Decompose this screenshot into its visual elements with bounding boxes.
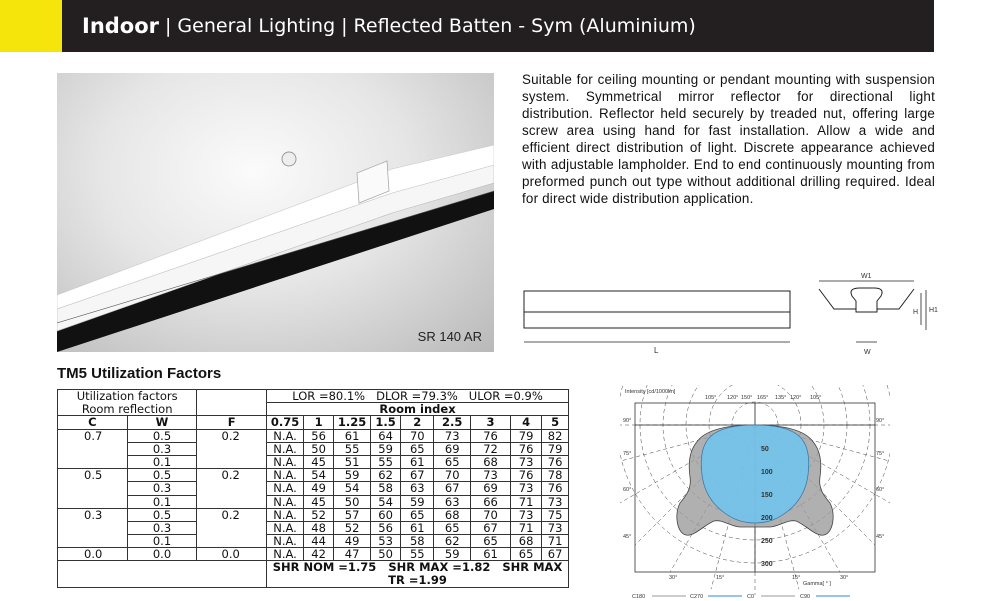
table-row	[58, 535, 569, 548]
side-view-drawing	[524, 291, 790, 355]
reflection-cell-w: 0.3	[127, 521, 197, 534]
polar-legend	[632, 594, 850, 600]
table-row	[58, 495, 569, 508]
right-angle-label: 75°	[876, 451, 885, 457]
dlor-value: DLOR =79.3%	[376, 389, 458, 404]
left-angle-label: 45°	[623, 534, 632, 540]
uf-value-cell: 52	[304, 508, 334, 521]
uf-value-cell: N.A.	[267, 535, 304, 548]
uf-value-cell: 53	[371, 535, 401, 548]
reflection-cell-c: 0.7	[58, 429, 128, 442]
top-angle-label: 105°	[810, 395, 822, 401]
uf-value-cell: 64	[371, 429, 401, 442]
col-header-c: C	[58, 416, 128, 429]
uf-value-cell: 55	[371, 455, 401, 468]
uf-value-cell: 76	[511, 469, 542, 482]
table-row	[58, 403, 569, 416]
top-angle-label: 135°	[775, 395, 787, 401]
uf-value-cell: 73	[542, 495, 569, 508]
room-index-header: 2.5	[434, 416, 471, 429]
radial-value-label: 300	[761, 561, 773, 568]
uf-value-cell: 56	[371, 521, 401, 534]
uf-value-cell: 67	[434, 482, 471, 495]
left-angle-label: 60°	[623, 487, 632, 493]
table-row	[58, 455, 569, 468]
shr-nom: SHR NOM =1.75	[272, 560, 377, 575]
table-row	[58, 482, 569, 495]
uf-value-cell: 62	[434, 535, 471, 548]
reflection-cell-c	[58, 495, 128, 508]
shr-cell	[267, 561, 569, 588]
uf-value-cell: N.A.	[267, 482, 304, 495]
batten-fitting-illustration	[57, 73, 494, 352]
reflection-cell-f: 0.2	[197, 508, 267, 521]
right-angle-label: 45°	[876, 534, 885, 540]
room-index-header: 5	[542, 416, 569, 429]
end-view-drawing	[819, 281, 926, 342]
reflection-cell-f	[197, 495, 267, 508]
uf-value-cell: 71	[511, 521, 542, 534]
room-index-header: 3	[471, 416, 511, 429]
uf-value-cell: 76	[511, 442, 542, 455]
table-title: TM5 Utilization Factors	[57, 365, 222, 382]
table-row	[58, 508, 569, 521]
bottom-angle-label: 30°	[840, 575, 849, 581]
reflection-cell-c	[58, 521, 128, 534]
uf-value-cell: 65	[401, 508, 434, 521]
uf-value-cell: 57	[334, 508, 371, 521]
uf-value-cell: 51	[334, 455, 371, 468]
uf-value-cell: 70	[434, 469, 471, 482]
uf-value-cell: 65	[434, 455, 471, 468]
uf-value-cell: 50	[371, 548, 401, 561]
uf-value-cell: 67	[542, 548, 569, 561]
reflection-cell-f	[197, 442, 267, 455]
intensity-axis-label: Intensity [cd/1000lm]	[625, 389, 676, 395]
room-index-header: 2	[401, 416, 434, 429]
right-angle-label: 60°	[876, 487, 885, 493]
bottom-angle-label: 30°	[669, 575, 678, 581]
uf-value-cell: 75	[542, 508, 569, 521]
reflection-cell-w: 0.1	[127, 535, 197, 548]
header-category: Indoor	[82, 14, 160, 38]
col-header-f: F	[197, 416, 267, 429]
uf-value-cell: 78	[542, 469, 569, 482]
uf-value-cell: 59	[334, 469, 371, 482]
reflection-cell-w: 0.3	[127, 482, 197, 495]
table-row	[58, 469, 569, 482]
uf-value-cell: 68	[511, 535, 542, 548]
uf-value-cell: 48	[304, 521, 334, 534]
uf-value-cell: N.A.	[267, 508, 304, 521]
reflection-cell-f	[197, 535, 267, 548]
uf-value-cell: 63	[401, 482, 434, 495]
shr-max: SHR MAX =1.82	[388, 560, 491, 575]
reflection-cell-f	[197, 482, 267, 495]
top-angle-label: 165°	[757, 395, 769, 401]
header-separator: |	[341, 15, 348, 37]
reflection-cell-w: 0.3	[127, 442, 197, 455]
room-index-header: 1	[304, 416, 334, 429]
reflection-cell-c	[58, 535, 128, 548]
uf-value-cell: 45	[304, 495, 334, 508]
room-index-header: 4	[511, 416, 542, 429]
uf-value-cell: 73	[511, 508, 542, 521]
legend-c0: C0	[747, 594, 755, 600]
uf-value-cell: 69	[471, 482, 511, 495]
uf-value-cell: 61	[334, 429, 371, 442]
radial-value-label: 200	[761, 515, 773, 522]
uf-value-cell: 79	[542, 442, 569, 455]
uf-value-cell: 71	[511, 495, 542, 508]
uf-value-cell: 54	[304, 469, 334, 482]
width-label: W	[864, 349, 871, 356]
uf-value-cell: 54	[334, 482, 371, 495]
uf-value-cell: 60	[371, 508, 401, 521]
uf-value-cell: 62	[371, 469, 401, 482]
reflection-cell-f	[197, 521, 267, 534]
table-footer-row	[58, 561, 569, 588]
top-angle-label: 120°	[727, 395, 739, 401]
uf-value-cell: 61	[401, 455, 434, 468]
uf-value-cell: N.A.	[267, 455, 304, 468]
reflection-cell-w: 0.1	[127, 455, 197, 468]
product-photo	[57, 73, 494, 352]
lor-value: LOR =80.1%	[292, 389, 366, 404]
uf-value-cell: N.A.	[267, 442, 304, 455]
header-separator: |	[165, 15, 172, 37]
room-index-header: 0.75	[267, 416, 304, 429]
reflection-cell-f: 0.2	[197, 469, 267, 482]
header-crumb-product: Reflected Batten - Sym (Aluminium)	[353, 15, 696, 37]
shr-max-label: SHR MAX	[502, 560, 563, 575]
legend-c90: C90	[800, 594, 811, 600]
uf-value-cell: 45	[304, 455, 334, 468]
room-index-header: 1.5	[371, 416, 401, 429]
uf-value-cell: 76	[542, 482, 569, 495]
uf-value-cell: 59	[401, 495, 434, 508]
uf-value-cell: 44	[304, 535, 334, 548]
uf-value-cell: 68	[434, 508, 471, 521]
radial-value-label: 100	[761, 469, 773, 476]
header-accent-bar	[0, 0, 62, 52]
uf-value-cell: 61	[401, 521, 434, 534]
room-index-header: 1.25	[334, 416, 371, 429]
table-row	[58, 548, 569, 561]
uf-value-cell: 59	[371, 442, 401, 455]
gamma-label: Gamma[ ° ]	[803, 581, 831, 587]
uf-value-cell: N.A.	[267, 521, 304, 534]
utilization-factors-table	[57, 389, 569, 588]
reflection-cell-w: 0.1	[127, 495, 197, 508]
reflection-cell-c	[58, 455, 128, 468]
table-row	[58, 521, 569, 534]
uf-value-cell: 68	[471, 455, 511, 468]
reflection-cell-c: 0.3	[58, 508, 128, 521]
reflection-cell-w: 0.0	[127, 548, 197, 561]
left-angle-label: 75°	[623, 451, 632, 457]
uf-value-cell: 67	[401, 469, 434, 482]
uf-value-cell: N.A.	[267, 495, 304, 508]
ulor-value: ULOR =0.9%	[468, 389, 543, 404]
uf-value-cell: 56	[304, 429, 334, 442]
product-description: Suitable for ceiling mounting or pendant mounting with suspension system. Symmetrical mirror reflector for directional light distribution. Reflector held securely by treaded nut, offering large screw area using hand for fast installation. Allow a wide and efficient direct distribution of light. Discrete appearance achieved with adjustable lampholder. End to end continuously mounting from preformed punch out type without additional drilling required. Ideal for direct wide distribution application.	[522, 72, 935, 206]
uf-value-cell: 61	[471, 548, 511, 561]
uf-value-cell: 50	[334, 495, 371, 508]
length-label: L	[654, 346, 659, 355]
uf-value-cell: 76	[471, 429, 511, 442]
uf-value-cell: 52	[334, 521, 371, 534]
reflection-cell-w: 0.5	[127, 469, 197, 482]
uf-value-cell: 59	[434, 548, 471, 561]
uf-value-cell: 73	[511, 482, 542, 495]
uf-value-cell: 72	[471, 442, 511, 455]
tr-value: TR =1.99	[388, 573, 447, 588]
uf-value-cell: 49	[304, 482, 334, 495]
uf-value-cell: 54	[371, 495, 401, 508]
uf-value-cell: 79	[511, 429, 542, 442]
table-row	[58, 442, 569, 455]
model-caption: SR 140 AR	[417, 329, 482, 344]
radial-value-label: 150	[761, 492, 773, 499]
reflection-cell-f	[197, 455, 267, 468]
top-angle-label: 120°	[790, 395, 802, 401]
uf-value-cell: 65	[471, 535, 511, 548]
bottom-angle-label: 15°	[792, 575, 801, 581]
uf-value-cell: 66	[471, 495, 511, 508]
top-angle-label: 150°	[741, 395, 753, 401]
uf-value-cell: 50	[304, 442, 334, 455]
uf-value-cell: 70	[471, 508, 511, 521]
right-angle-label: 90°	[876, 418, 885, 424]
reflection-cell-c: 0.0	[58, 548, 128, 561]
reflection-cell-f: 0.0	[197, 548, 267, 561]
uf-value-cell: 73	[471, 469, 511, 482]
top-angle-label: 105°	[705, 395, 717, 401]
uf-value-cell: N.A.	[267, 429, 304, 442]
legend-c180: C180	[632, 594, 646, 600]
room-reflection-label: Room reflection	[58, 403, 197, 416]
room-index-label: Room index	[267, 403, 569, 416]
uf-value-cell: 58	[371, 482, 401, 495]
uf-value-cell: 47	[334, 548, 371, 561]
uf-value-cell: 76	[542, 455, 569, 468]
width-top-label: W1	[861, 273, 872, 280]
radial-value-label: 50	[761, 446, 769, 453]
uf-value-cell: 55	[401, 548, 434, 561]
uf-value-cell: 67	[471, 521, 511, 534]
bottom-angle-label: 15°	[716, 575, 725, 581]
table-row	[58, 390, 569, 403]
uf-value-cell: 69	[434, 442, 471, 455]
table-row	[58, 429, 569, 442]
reflection-cell-c: 0.5	[58, 469, 128, 482]
uf-label-cell: Utilization factors	[58, 390, 197, 403]
uf-value-cell: 55	[334, 442, 371, 455]
reflection-cell-c	[58, 442, 128, 455]
uf-value-cell: 73	[434, 429, 471, 442]
table-header-row	[58, 416, 569, 429]
uf-value-cell: 73	[542, 521, 569, 534]
uf-value-cell: 82	[542, 429, 569, 442]
col-header-w: W	[127, 416, 197, 429]
uf-value-cell: 73	[511, 455, 542, 468]
height-total-label: H1	[929, 307, 938, 314]
uf-value-cell: 65	[511, 548, 542, 561]
uf-value-cell: 70	[401, 429, 434, 442]
radial-value-label: 250	[761, 538, 773, 545]
reflection-cell-w: 0.5	[127, 429, 197, 442]
header-crumb-general: General Lighting	[177, 15, 336, 37]
left-angle-label: 90°	[623, 418, 632, 424]
polar-intensity-diagram	[620, 385, 890, 601]
height-label: H	[913, 309, 919, 316]
uf-value-cell: 65	[401, 442, 434, 455]
reflection-cell-c	[58, 482, 128, 495]
legend-c270: C270	[690, 594, 704, 600]
uf-value-cell: N.A.	[267, 469, 304, 482]
uf-value-cell: 49	[334, 535, 371, 548]
lor-cell	[267, 390, 569, 403]
uf-value-cell: 71	[542, 535, 569, 548]
uf-value-cell: 58	[401, 535, 434, 548]
uf-value-cell: 42	[304, 548, 334, 561]
uf-value-cell: 63	[434, 495, 471, 508]
page-header	[62, 0, 934, 52]
uf-value-cell: 65	[434, 521, 471, 534]
dimension-drawings	[516, 268, 956, 363]
reflection-cell-f: 0.2	[197, 429, 267, 442]
uf-value-cell: N.A.	[267, 548, 304, 561]
reflection-cell-w: 0.5	[127, 508, 197, 521]
